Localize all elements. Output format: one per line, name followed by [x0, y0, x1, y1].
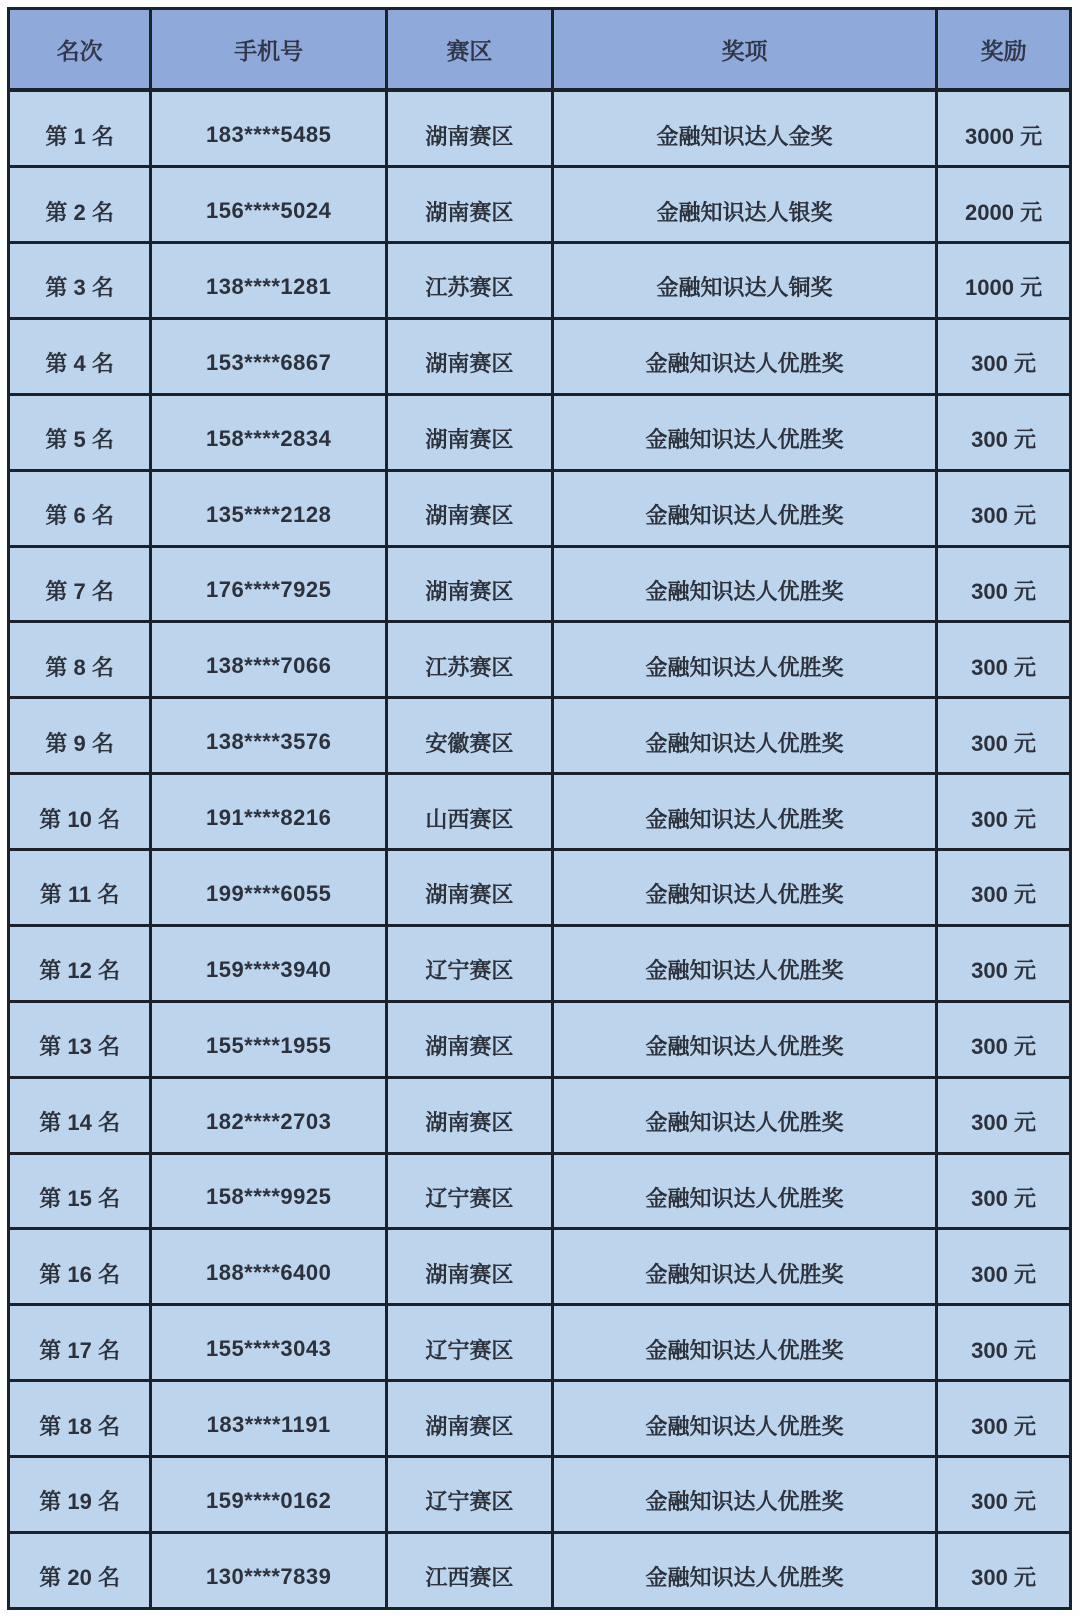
cell-phone: 191****8216	[151, 774, 387, 850]
cell-reward: 300 元	[937, 394, 1071, 470]
header-row	[9, 9, 1071, 91]
cell-rank: 第 11 名	[9, 850, 151, 926]
cell-rank: 第 6 名	[9, 470, 151, 546]
cell-region: 江西赛区	[387, 1532, 553, 1608]
table-row	[9, 1001, 1071, 1077]
cell-region: 湖南赛区	[387, 1077, 553, 1153]
table-row	[9, 318, 1071, 394]
table-row	[9, 1532, 1071, 1608]
cell-rank: 第 16 名	[9, 1229, 151, 1305]
cell-reward: 3000 元	[937, 90, 1071, 167]
cell-phone: 138****3576	[151, 698, 387, 774]
cell-award: 金融知识达人优胜奖	[552, 546, 936, 622]
cell-phone: 153****6867	[151, 318, 387, 394]
cell-region: 湖南赛区	[387, 318, 553, 394]
cell-region: 江苏赛区	[387, 622, 553, 698]
table-row	[9, 774, 1071, 850]
cell-phone: 155****3043	[151, 1305, 387, 1381]
table-row	[9, 546, 1071, 622]
cell-region: 湖南赛区	[387, 167, 553, 243]
cell-region: 湖南赛区	[387, 1381, 553, 1457]
cell-reward: 300 元	[937, 1457, 1071, 1533]
cell-award: 金融知识达人优胜奖	[552, 470, 936, 546]
table-header	[9, 9, 1071, 91]
cell-rank: 第 10 名	[9, 774, 151, 850]
table-row	[9, 1381, 1071, 1457]
prize-table	[7, 7, 1072, 1610]
table-row	[9, 1077, 1071, 1153]
cell-phone: 176****7925	[151, 546, 387, 622]
cell-rank: 第 18 名	[9, 1381, 151, 1457]
cell-reward: 300 元	[937, 546, 1071, 622]
cell-region: 湖南赛区	[387, 1229, 553, 1305]
cell-award: 金融知识达人优胜奖	[552, 1001, 936, 1077]
cell-award: 金融知识达人优胜奖	[552, 1305, 936, 1381]
cell-award: 金融知识达人铜奖	[552, 243, 936, 319]
cell-phone: 130****7839	[151, 1532, 387, 1608]
column-header-reward: 奖励	[937, 9, 1071, 91]
cell-award: 金融知识达人优胜奖	[552, 850, 936, 926]
table-row	[9, 167, 1071, 243]
cell-award: 金融知识达人金奖	[552, 90, 936, 167]
cell-rank: 第 9 名	[9, 698, 151, 774]
cell-reward: 300 元	[937, 318, 1071, 394]
cell-reward: 300 元	[937, 1153, 1071, 1229]
cell-phone: 183****5485	[151, 90, 387, 167]
cell-rank: 第 19 名	[9, 1457, 151, 1533]
cell-award: 金融知识达人优胜奖	[552, 394, 936, 470]
cell-reward: 300 元	[937, 1077, 1071, 1153]
cell-region: 安徽赛区	[387, 698, 553, 774]
column-header-region: 赛区	[387, 9, 553, 91]
cell-rank: 第 1 名	[9, 90, 151, 167]
cell-phone: 156****5024	[151, 167, 387, 243]
table-row	[9, 394, 1071, 470]
column-header-award: 奖项	[552, 9, 936, 91]
cell-rank: 第 2 名	[9, 167, 151, 243]
cell-rank: 第 7 名	[9, 546, 151, 622]
cell-award: 金融知识达人优胜奖	[552, 1381, 936, 1457]
cell-rank: 第 14 名	[9, 1077, 151, 1153]
cell-phone: 135****2128	[151, 470, 387, 546]
cell-reward: 300 元	[937, 1001, 1071, 1077]
column-header-phone: 手机号	[151, 9, 387, 91]
cell-award: 金融知识达人优胜奖	[552, 622, 936, 698]
cell-award: 金融知识达人优胜奖	[552, 1532, 936, 1608]
cell-phone: 138****7066	[151, 622, 387, 698]
cell-award: 金融知识达人优胜奖	[552, 698, 936, 774]
cell-region: 辽宁赛区	[387, 1457, 553, 1533]
cell-reward: 300 元	[937, 622, 1071, 698]
cell-reward: 300 元	[937, 850, 1071, 926]
table-row	[9, 622, 1071, 698]
cell-reward: 300 元	[937, 698, 1071, 774]
table-row	[9, 1153, 1071, 1229]
cell-phone: 138****1281	[151, 243, 387, 319]
cell-phone: 158****2834	[151, 394, 387, 470]
cell-region: 湖南赛区	[387, 90, 553, 167]
cell-region: 辽宁赛区	[387, 1153, 553, 1229]
cell-region: 山西赛区	[387, 774, 553, 850]
cell-phone: 159****3940	[151, 925, 387, 1001]
table-row	[9, 698, 1071, 774]
cell-award: 金融知识达人优胜奖	[552, 1153, 936, 1229]
cell-region: 湖南赛区	[387, 850, 553, 926]
cell-phone: 183****1191	[151, 1381, 387, 1457]
cell-rank: 第 15 名	[9, 1153, 151, 1229]
cell-reward: 300 元	[937, 925, 1071, 1001]
column-header-rank: 名次	[9, 9, 151, 91]
cell-award: 金融知识达人优胜奖	[552, 774, 936, 850]
cell-rank: 第 3 名	[9, 243, 151, 319]
cell-reward: 2000 元	[937, 167, 1071, 243]
cell-award: 金融知识达人优胜奖	[552, 318, 936, 394]
cell-region: 辽宁赛区	[387, 1305, 553, 1381]
cell-award: 金融知识达人优胜奖	[552, 1229, 936, 1305]
cell-reward: 300 元	[937, 1381, 1071, 1457]
table-row	[9, 1305, 1071, 1381]
cell-reward: 300 元	[937, 774, 1071, 850]
table-row	[9, 850, 1071, 926]
cell-phone: 159****0162	[151, 1457, 387, 1533]
cell-phone: 155****1955	[151, 1001, 387, 1077]
cell-rank: 第 4 名	[9, 318, 151, 394]
cell-rank: 第 17 名	[9, 1305, 151, 1381]
cell-award: 金融知识达人优胜奖	[552, 1457, 936, 1533]
cell-region: 湖南赛区	[387, 546, 553, 622]
cell-award: 金融知识达人优胜奖	[552, 1077, 936, 1153]
cell-phone: 188****6400	[151, 1229, 387, 1305]
cell-reward: 300 元	[937, 1229, 1071, 1305]
table-body	[9, 90, 1071, 1609]
cell-region: 湖南赛区	[387, 1001, 553, 1077]
cell-rank: 第 5 名	[9, 394, 151, 470]
cell-region: 湖南赛区	[387, 394, 553, 470]
cell-award: 金融知识达人银奖	[552, 167, 936, 243]
cell-rank: 第 8 名	[9, 622, 151, 698]
cell-region: 辽宁赛区	[387, 925, 553, 1001]
table-row	[9, 1457, 1071, 1533]
cell-award: 金融知识达人优胜奖	[552, 925, 936, 1001]
table-row	[9, 243, 1071, 319]
cell-reward: 300 元	[937, 470, 1071, 546]
cell-rank: 第 12 名	[9, 925, 151, 1001]
table-row	[9, 470, 1071, 546]
cell-region: 湖南赛区	[387, 470, 553, 546]
cell-reward: 1000 元	[937, 243, 1071, 319]
table-row	[9, 1229, 1071, 1305]
cell-rank: 第 13 名	[9, 1001, 151, 1077]
table-row	[9, 925, 1071, 1001]
cell-reward: 300 元	[937, 1305, 1071, 1381]
cell-phone: 182****2703	[151, 1077, 387, 1153]
cell-phone: 158****9925	[151, 1153, 387, 1229]
cell-region: 江苏赛区	[387, 243, 553, 319]
table-row	[9, 90, 1071, 167]
cell-phone: 199****6055	[151, 850, 387, 926]
cell-rank: 第 20 名	[9, 1532, 151, 1608]
cell-reward: 300 元	[937, 1532, 1071, 1608]
